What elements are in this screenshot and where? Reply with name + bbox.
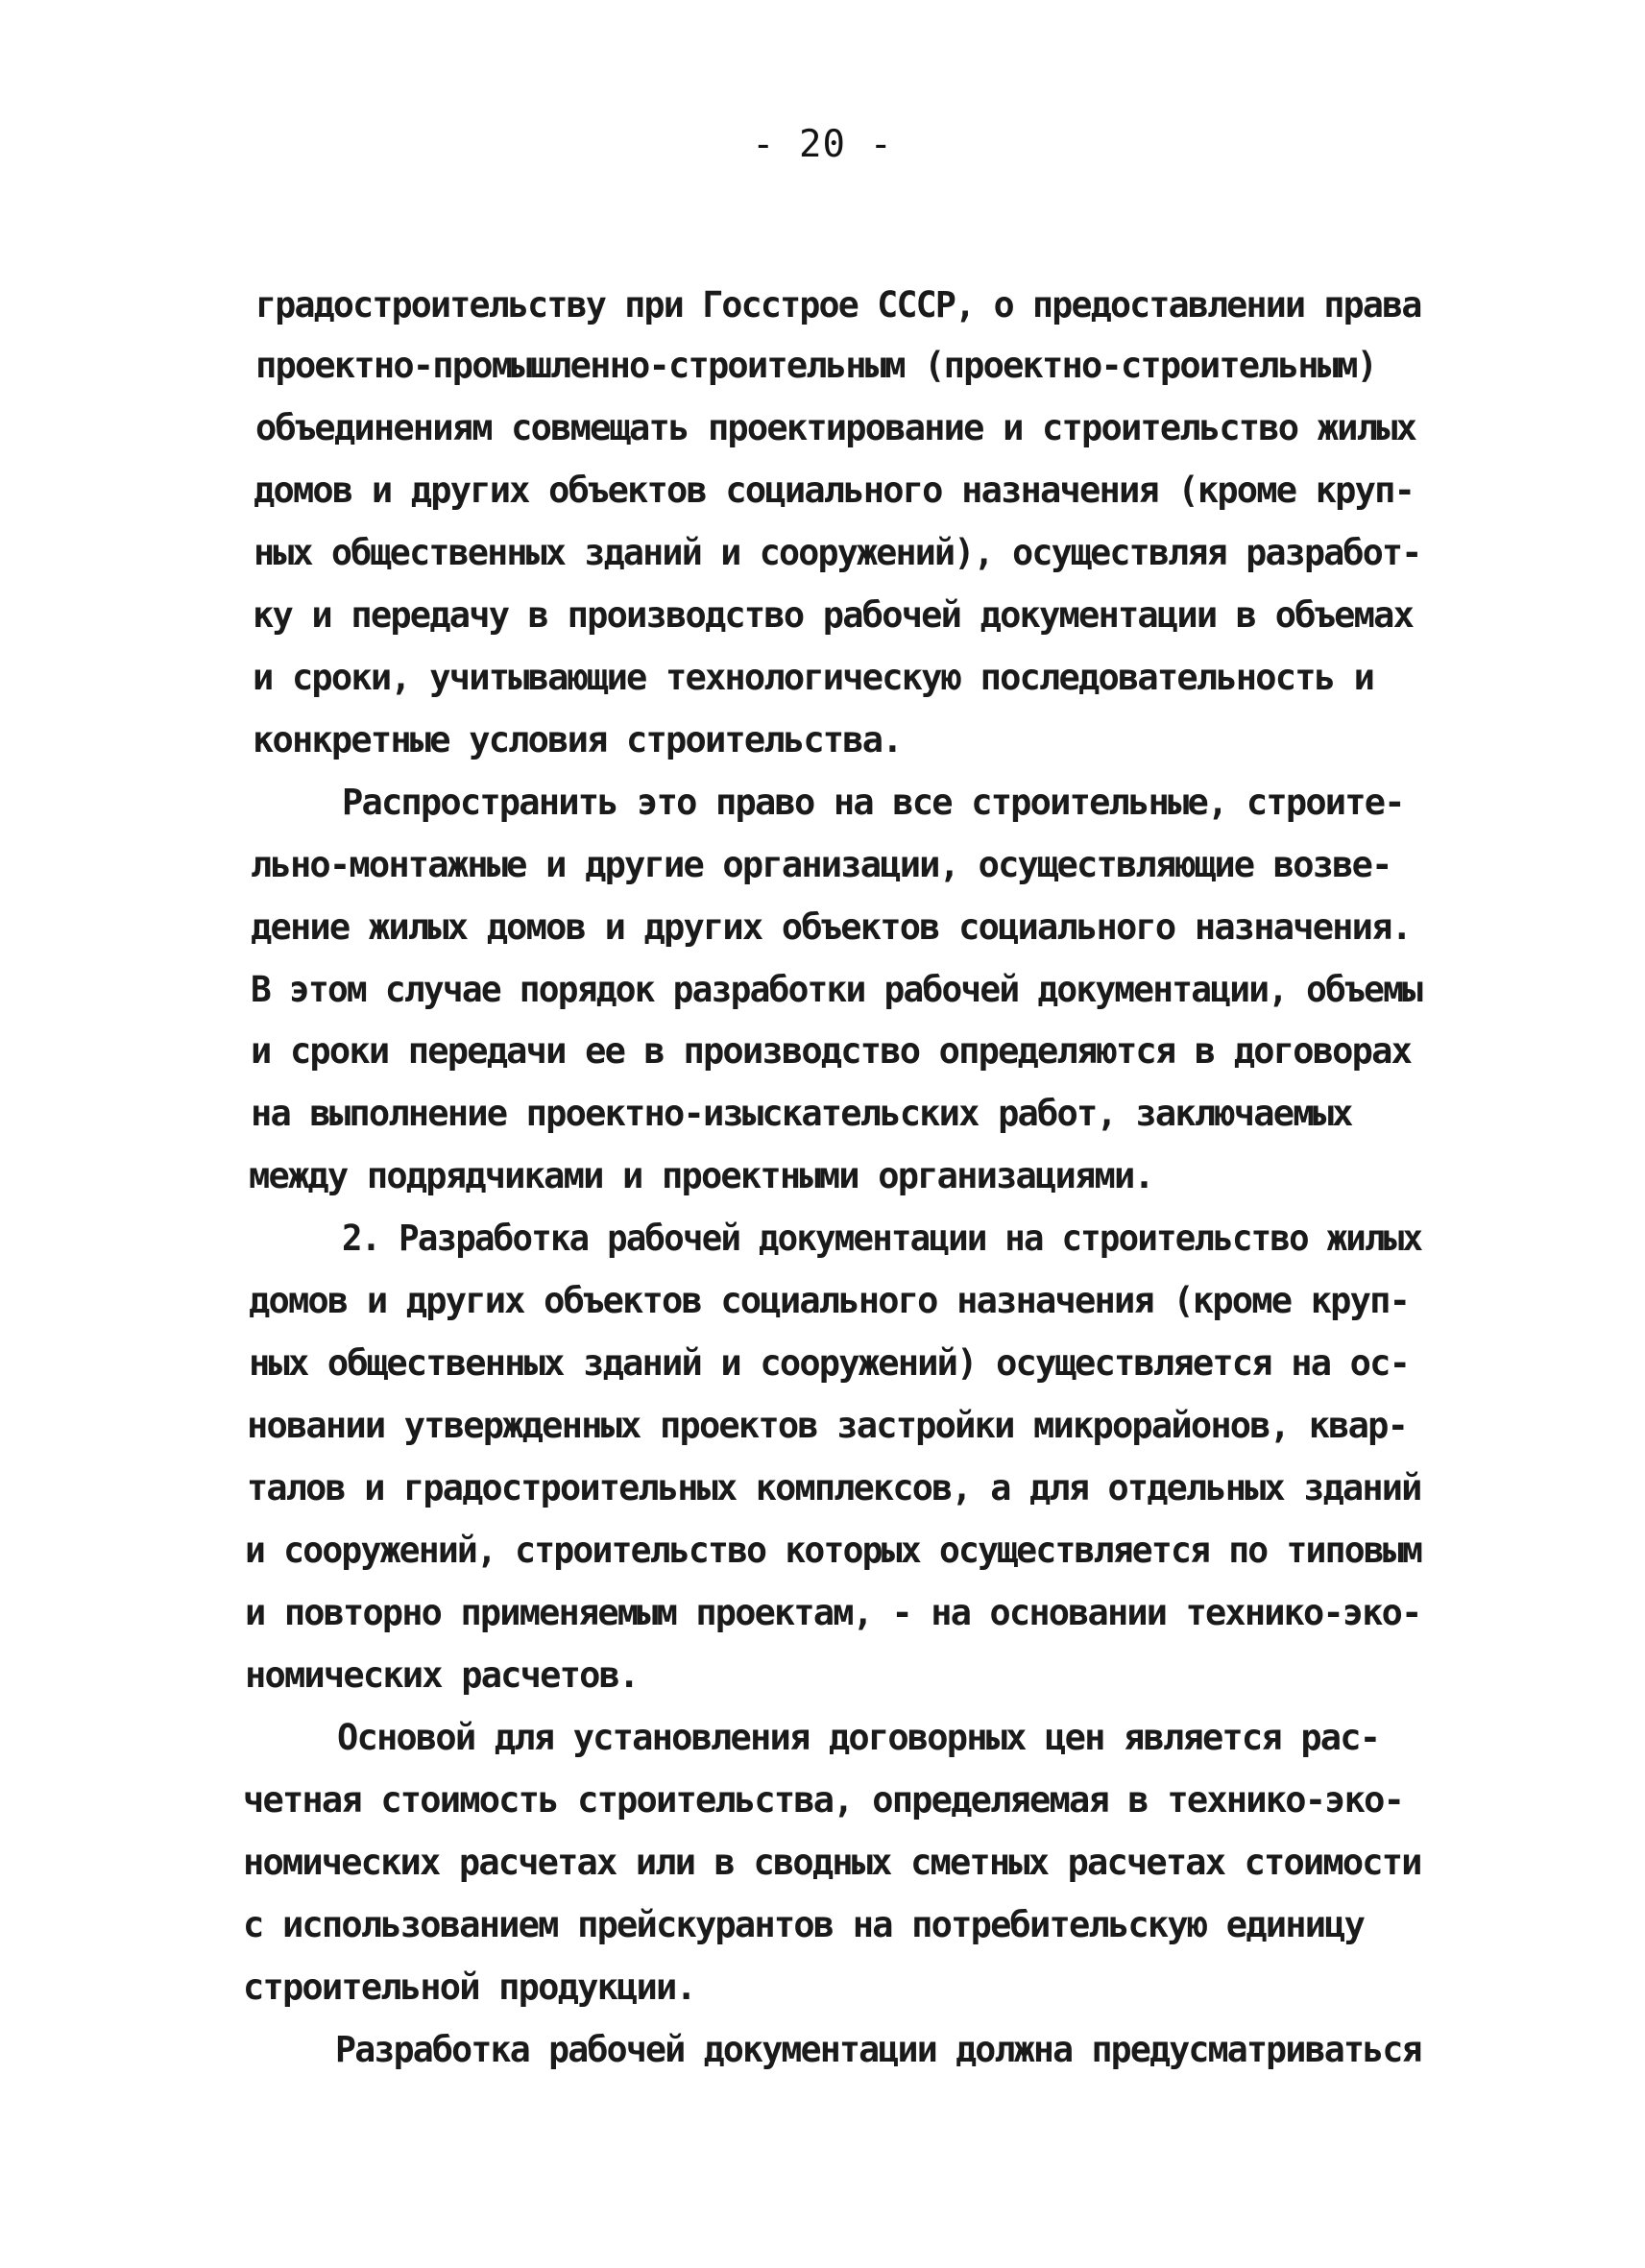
- text-line: с использованием прейскурантов на потребительскую единицу: [243, 1904, 1365, 1945]
- text-line: 2. Разработка рабочей документации на строительство жилых: [342, 1218, 1422, 1259]
- text-line: четная стоимость строительства, определяемая в технико-эко-: [243, 1779, 1404, 1821]
- text-line: и сооружений, строительство которых осуществляется по типовым: [245, 1530, 1422, 1571]
- text-line: объединениям совмещать проектирование и строительство жилых: [255, 407, 1416, 448]
- text-line: В этом случае порядок разработки рабочей документации, объемы: [251, 969, 1422, 1010]
- text-line: строительной продукции.: [243, 1966, 695, 2008]
- text-line: дение жилых домов и других объектов социального назначения.: [251, 906, 1412, 948]
- text-line: льно-монтажные и другие организации, осуществляющие возве-: [251, 844, 1391, 885]
- text-line: градостроительству при Госстрое СССР, о предоставлении права: [255, 284, 1421, 326]
- text-line: домов и других объектов социального назначения (кроме круп-: [254, 470, 1415, 511]
- text-line: проектно-промышленно-строительным (проектно-строительным): [255, 345, 1377, 386]
- text-line: домов и других объектов социального назначения (кроме круп-: [249, 1280, 1410, 1321]
- text-line: и повторно применяемым проектам, - на основании технико-эко-: [245, 1592, 1421, 1633]
- text-line: конкретные условия строительства.: [253, 719, 902, 760]
- page-number: - 20 -: [752, 123, 893, 166]
- text-line: новании утвержденных проектов застройки микрорайонов, квар-: [247, 1405, 1408, 1446]
- text-line: и сроки, учитывающие технологическую последовательность и: [253, 657, 1374, 698]
- text-line: Разработка рабочей документации должна предусматриваться: [335, 2029, 1421, 2070]
- text-line: ных общественных зданий и сооружений) осуществляется на ос-: [249, 1342, 1410, 1384]
- text-line: Распространить это право на все строительные, строите-: [342, 782, 1404, 823]
- text-line: на выполнение проектно-изыскательских работ, заключаемых: [251, 1093, 1352, 1134]
- text-line: Основой для установления договорных цен является рас-: [337, 1717, 1380, 1758]
- text-line: талов и градостроительных комплексов, а для отдельных зданий: [247, 1467, 1421, 1508]
- text-line: и сроки передачи ее в производство определяются в договорах: [251, 1030, 1412, 1072]
- text-line: между подрядчиками и проектными организациями.: [249, 1155, 1153, 1196]
- text-line: номических расчетах или в сводных сметных расчетах стоимости: [243, 1842, 1421, 1883]
- text-line: ку и передачу в производство рабочей документации в объемах: [253, 594, 1414, 636]
- text-line: номических расчетов.: [245, 1654, 639, 1696]
- text-line: ных общественных зданий и сооружений), осуществляя разработ-: [254, 532, 1421, 573]
